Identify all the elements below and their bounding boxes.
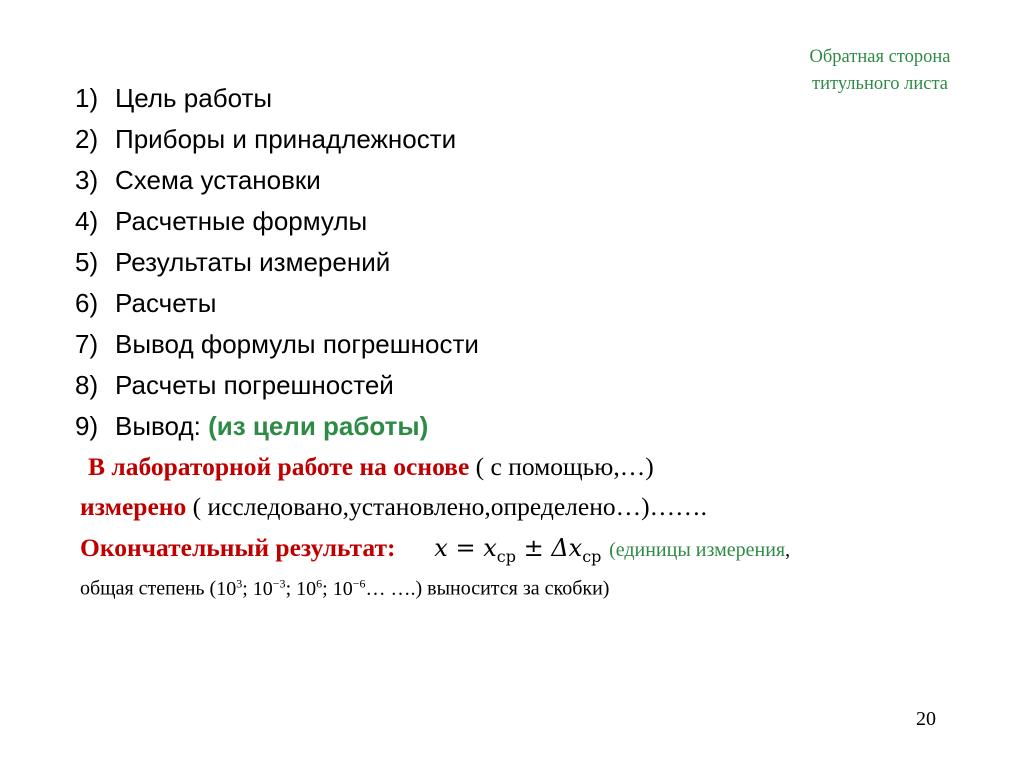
measured-label: измерено <box>80 492 187 521</box>
list-item <box>75 365 479 406</box>
corner-note <box>760 44 1000 98</box>
item-number: 7) <box>75 329 99 359</box>
item-text: Вывод: <box>115 411 201 441</box>
item-text: Приборы и принадлежности <box>115 124 457 154</box>
report-structure-list <box>75 78 479 447</box>
conclusion-line-3 <box>80 533 790 566</box>
list-item <box>75 160 479 201</box>
item-text: Расчеты <box>115 288 217 318</box>
list-item <box>75 119 479 160</box>
list-item <box>75 324 479 365</box>
conclusion-line-2 <box>80 492 707 522</box>
units-note: (единицы измерения <box>609 539 786 561</box>
item-text: Расчеты погрешностей <box>115 370 394 400</box>
power-note-start: общая степень ( <box>80 577 217 600</box>
item-number: 6) <box>75 288 99 318</box>
list-item <box>75 283 479 324</box>
item-number: 8) <box>75 370 99 400</box>
power-list: $10^3$; $10^{-3}$; $10^6$; $10^{-6}\dots$ …. <box>216 576 416 600</box>
item-number: 9) <box>75 411 99 441</box>
list-item <box>75 406 479 447</box>
item-number: 5) <box>75 247 99 277</box>
conclusion-lead-rest: ( с помощью,…) <box>469 452 654 481</box>
item-text: Вывод формулы погрешности <box>115 329 479 359</box>
item-text: Цель работы <box>115 83 273 113</box>
final-result-label: Окончательный результат: <box>80 533 396 562</box>
item-number: 3) <box>75 165 99 195</box>
conclusion-line-1 <box>88 452 654 482</box>
list-item <box>75 242 479 283</box>
list-item <box>75 201 479 242</box>
item-text: Результаты измерений <box>115 247 391 277</box>
item-text: Схема установки <box>115 165 321 195</box>
corner-note-line-2: титульного листа <box>812 74 948 94</box>
item-number: 1) <box>75 83 99 113</box>
conclusion-lead: В лабораторной работе на основе <box>88 452 470 481</box>
list-item <box>75 78 479 119</box>
corner-note-line-1: Обратная сторона <box>809 47 951 67</box>
units-comma: , <box>785 539 791 561</box>
item-text: Расчетные формулы <box>115 206 368 236</box>
item-number: 2) <box>75 124 99 154</box>
item-number: 4) <box>75 206 99 236</box>
conclusion-hint: (из цели работы) <box>208 411 429 441</box>
measured-rest: ( исследовано,установлено,определено…)……. <box>186 492 707 521</box>
page-number: 20 <box>916 708 936 730</box>
power-note-end: ) выносится за скобки) <box>415 577 610 600</box>
conclusion-line-4 <box>80 576 609 601</box>
result-formula: $x = x_{ср} \pm \Delta x_{ср}$ <box>434 534 602 566</box>
